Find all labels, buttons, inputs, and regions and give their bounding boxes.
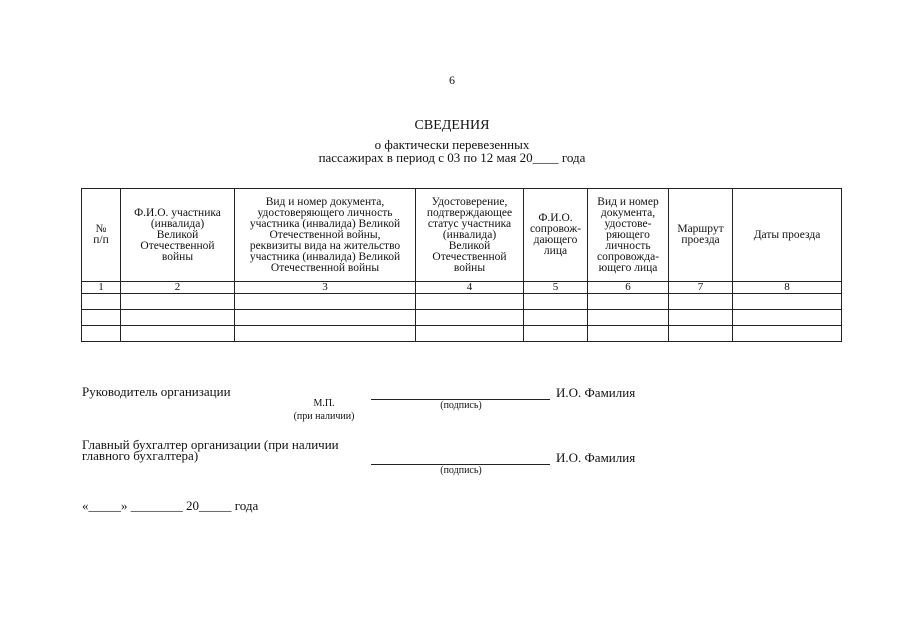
date-line[interactable]: «_____» ________ 20_____ года bbox=[82, 498, 259, 513]
table-cell bbox=[82, 326, 121, 342]
chief-accountant-label-line-2: главного бухгалтера) bbox=[82, 448, 199, 463]
table-cell bbox=[235, 326, 416, 342]
table-cell bbox=[416, 310, 524, 326]
passenger-table bbox=[81, 188, 842, 342]
header-cell-travel-dates: Даты проезда bbox=[733, 189, 842, 282]
head-name: И.О. Фамилия bbox=[556, 385, 636, 400]
table-cell bbox=[588, 294, 669, 310]
table-cell bbox=[524, 294, 588, 310]
table-cell bbox=[669, 310, 733, 326]
head-of-organization-label: Руководитель организации bbox=[82, 384, 231, 399]
table-cell bbox=[82, 310, 121, 326]
table-cell bbox=[733, 294, 842, 310]
column-number: 6 bbox=[588, 282, 669, 294]
accountant-signature-caption: (подпись) bbox=[440, 465, 482, 476]
table-cell bbox=[235, 294, 416, 310]
table-cell bbox=[235, 310, 416, 326]
table-cell bbox=[669, 326, 733, 342]
table-cell bbox=[669, 294, 733, 310]
chief-accountant-label-line-1: Главный бухгалтер организации (при наличии bbox=[82, 437, 339, 452]
stamp-label: М.П. bbox=[313, 398, 335, 409]
column-number: 5 bbox=[524, 282, 588, 294]
header-cell-number: № п/п bbox=[82, 189, 121, 282]
table-cell bbox=[588, 326, 669, 342]
stamp-note: (при наличии) bbox=[293, 411, 355, 422]
table-cell bbox=[733, 310, 842, 326]
column-number: 7 bbox=[669, 282, 733, 294]
table-row bbox=[82, 294, 842, 310]
column-number-row bbox=[82, 282, 842, 294]
page-number: 6 bbox=[449, 73, 455, 87]
header-cell-participant-document: Вид и номер документа, удостоверяющего личность участника (инвалида) Великой Отечественной войны, реквизиты вида на жительство участника (инвалида) Великой Отечественной войны bbox=[235, 189, 416, 282]
column-number: 3 bbox=[235, 282, 416, 294]
table-header-row bbox=[82, 189, 842, 282]
chief-accountant-label bbox=[82, 439, 339, 461]
column-number: 1 bbox=[82, 282, 121, 294]
table-cell bbox=[588, 310, 669, 326]
column-number: 4 bbox=[416, 282, 524, 294]
header-cell-route: Маршрут проезда bbox=[669, 189, 733, 282]
header-cell-escort-document: Вид и номер документа, удостове- ряющего личность сопровожда- ющего лица bbox=[588, 189, 669, 282]
table-cell bbox=[416, 294, 524, 310]
table-cell bbox=[121, 294, 235, 310]
column-number: 8 bbox=[733, 282, 842, 294]
header-cell-escort-name: Ф.И.О. сопровож- дающего лица bbox=[524, 189, 588, 282]
table-cell bbox=[121, 326, 235, 342]
subtitle-line-1: о фактически перевезенных bbox=[374, 137, 530, 152]
subtitle-line-2: пассажирах в период с 03 по 12 мая 20____ года bbox=[318, 150, 586, 165]
table-cell bbox=[524, 310, 588, 326]
table-cell bbox=[524, 326, 588, 342]
document-subtitle bbox=[0, 138, 904, 164]
document-title: СВЕДЕНИЯ bbox=[414, 118, 490, 133]
table-row bbox=[82, 310, 842, 326]
head-signature-caption: (подпись) bbox=[440, 400, 482, 411]
header-cell-participant-name: Ф.И.О. участника (инвалида) Великой Отечественной войны bbox=[121, 189, 235, 282]
column-number: 2 bbox=[121, 282, 235, 294]
table-cell bbox=[733, 326, 842, 342]
table-cell bbox=[121, 310, 235, 326]
table-cell bbox=[82, 294, 121, 310]
table-cell bbox=[416, 326, 524, 342]
accountant-name: И.О. Фамилия bbox=[556, 450, 636, 465]
header-cell-status-certificate: Удостоверение, подтверждающее статус участника (инвалида) Великой Отечественной войны bbox=[416, 189, 524, 282]
table-row bbox=[82, 326, 842, 342]
